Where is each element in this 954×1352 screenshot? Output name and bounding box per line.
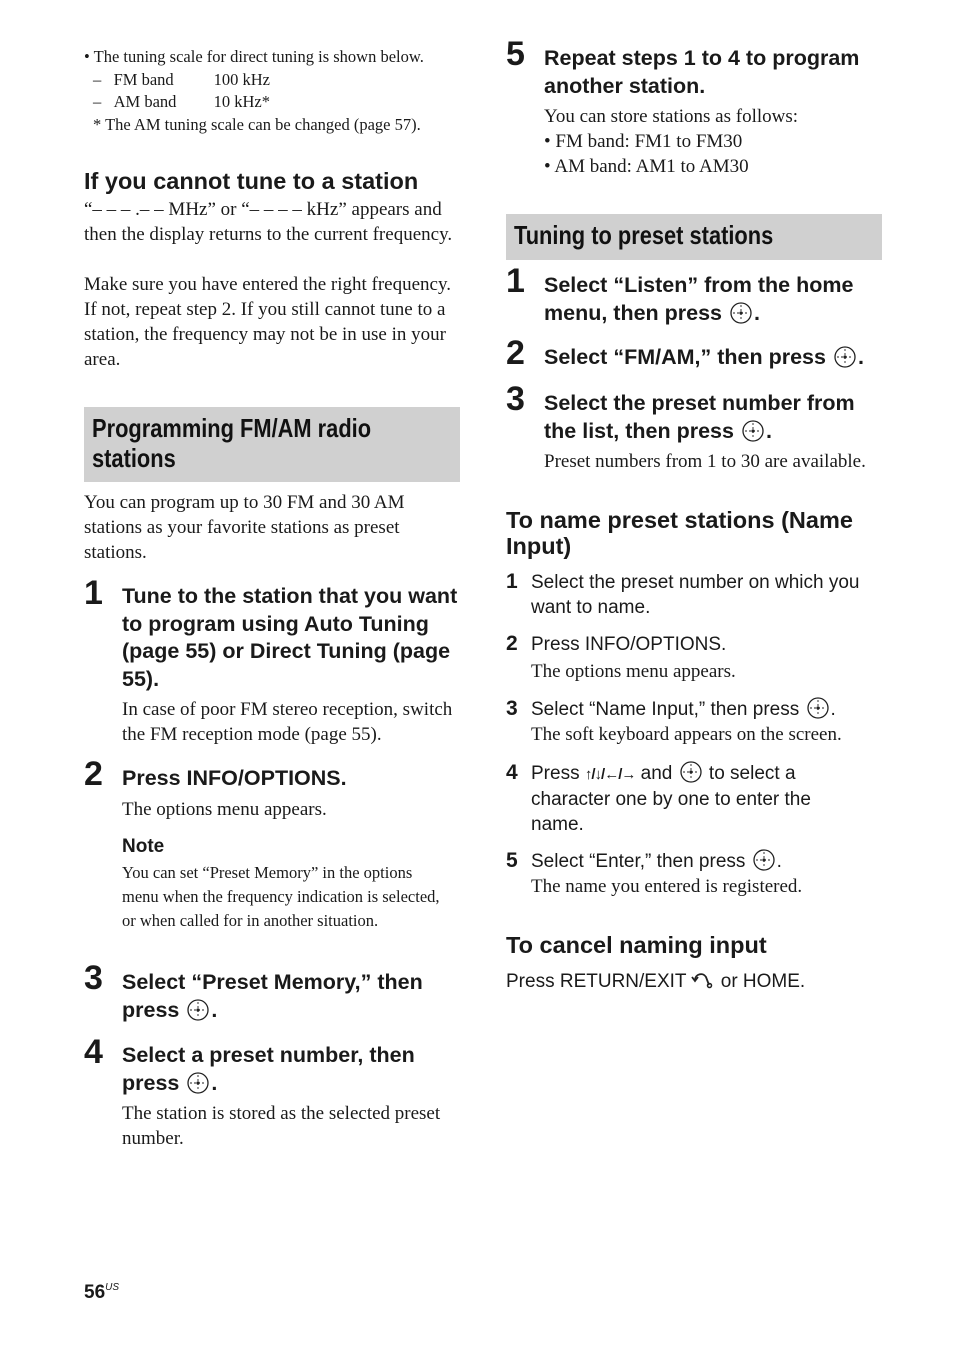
tune-step-1-number: 1 [506,262,525,300]
step-3-title: Select “Preset Memory,” then press . [122,970,423,1022]
step-2-description: The options menu appears. [122,799,327,820]
step-5-am-range: • AM band: AM1 to AM30 [544,156,749,177]
step-1-number: 1 [84,574,103,612]
return-icon [691,971,715,989]
enter-button-icon [834,346,856,368]
programming-intro: You can program up to 30 FM and 30 AM stations as your favorite stations as preset stations. [84,492,405,563]
enter-button-icon [742,420,764,442]
arrow-keys-icon: ↑/↓/←/→ [584,766,636,783]
step-4-description: The station is stored as the selected preset number. [122,1103,441,1149]
name-step-2-description: The options menu appears. [531,661,736,682]
tune-step-3-number: 3 [506,380,525,418]
name-step-5-text: Select “Enter,” then press . [531,851,782,872]
tune-step-3-description: Preset numbers from 1 to 30 are available. [544,451,866,472]
step-1-title: Tune to the station that you want to program using Auto Tuning (page 55) or Direct Tuning (page 55). [122,584,458,691]
step-5-title: Repeat steps 1 to 4 to program another station. [544,46,860,98]
step-2-title: Press INFO/OPTIONS. [122,766,347,790]
name-step-2-number: 2 [506,632,518,655]
cannot-tune-paragraph-2: Make sure you have entered the right frequency. If not, repeat step 2. If you still cannot tune to a station, the frequency may not be in use in your area. [84,274,452,370]
cancel-naming-heading: To cancel naming input [506,932,767,958]
enter-button-icon [680,761,702,783]
name-step-3-description: The soft keyboard appears on the screen. [531,724,842,745]
name-step-4-number: 4 [506,761,518,784]
cancel-naming-text: Press RETURN/EXIT or HOME. [506,971,806,992]
am-footnote: * The AM tuning scale can be changed (page 57). [93,115,421,134]
step-4-title: Select a preset number, then press . [122,1043,415,1095]
name-step-5-description: The name you entered is registered. [531,876,803,897]
tune-step-2-title: Select “FM/AM,” then press . [544,345,864,369]
enter-button-icon [753,849,775,871]
name-input-heading: To name preset stations (Name Input) [506,507,853,559]
step-5-fm-range: • FM band: FM1 to FM30 [544,131,743,152]
name-step-4-text: Press ↑/↓/←/→ and to select a character one by one to enter the name. [531,763,811,835]
am-band-row: – AM band 10 kHz* [93,92,270,111]
enter-button-icon [187,999,209,1021]
enter-button-icon [807,697,829,719]
step-4-number: 4 [84,1033,103,1071]
step-3-number: 3 [84,959,103,997]
step-5-number: 5 [506,35,525,73]
name-step-2-text: Press INFO/OPTIONS. [531,634,727,655]
page-number: $56^{US}$ [84,1282,120,1303]
name-step-1-number: 1 [506,570,518,593]
cannot-tune-heading: If you cannot tune to a station [84,168,419,194]
tune-step-2-number: 2 [506,334,525,372]
enter-button-icon [187,1072,209,1094]
fm-band-row: – FM band 100 kHz [93,70,270,89]
step-5-description: You can store stations as follows: [544,106,799,127]
name-step-5-number: 5 [506,849,518,872]
programming-section-banner: Programming FM/AM radio stations [84,407,460,482]
name-step-3-text: Select “Name Input,” then press . [531,699,836,720]
tuning-scale-intro: • The tuning scale for direct tuning is shown below. [84,47,424,66]
tune-step-3-title: Select the preset number from the list, then press . [544,391,855,443]
name-step-3-number: 3 [506,697,518,720]
step-1-description: In case of poor FM stereo reception, switch the FM reception mode (page 55). [122,699,453,745]
name-step-1-text: Select the preset number on which you want to name. [531,572,860,618]
step-2-number: 2 [84,755,103,793]
tune-step-1-title: Select “Listen” from the home menu, then press . [544,273,854,325]
note-text: You can set “Preset Memory” in the options menu when the frequency indication is selected, or when called for in another situation. [122,863,440,930]
cannot-tune-paragraph-1: “– – – .– – MHz” or “– – – – kHz” appears and then the display returns to the current frequency. [84,199,453,245]
enter-button-icon [730,302,752,324]
tuning-preset-banner: Tuning to preset stations [506,214,882,260]
note-title: Note [122,836,165,857]
